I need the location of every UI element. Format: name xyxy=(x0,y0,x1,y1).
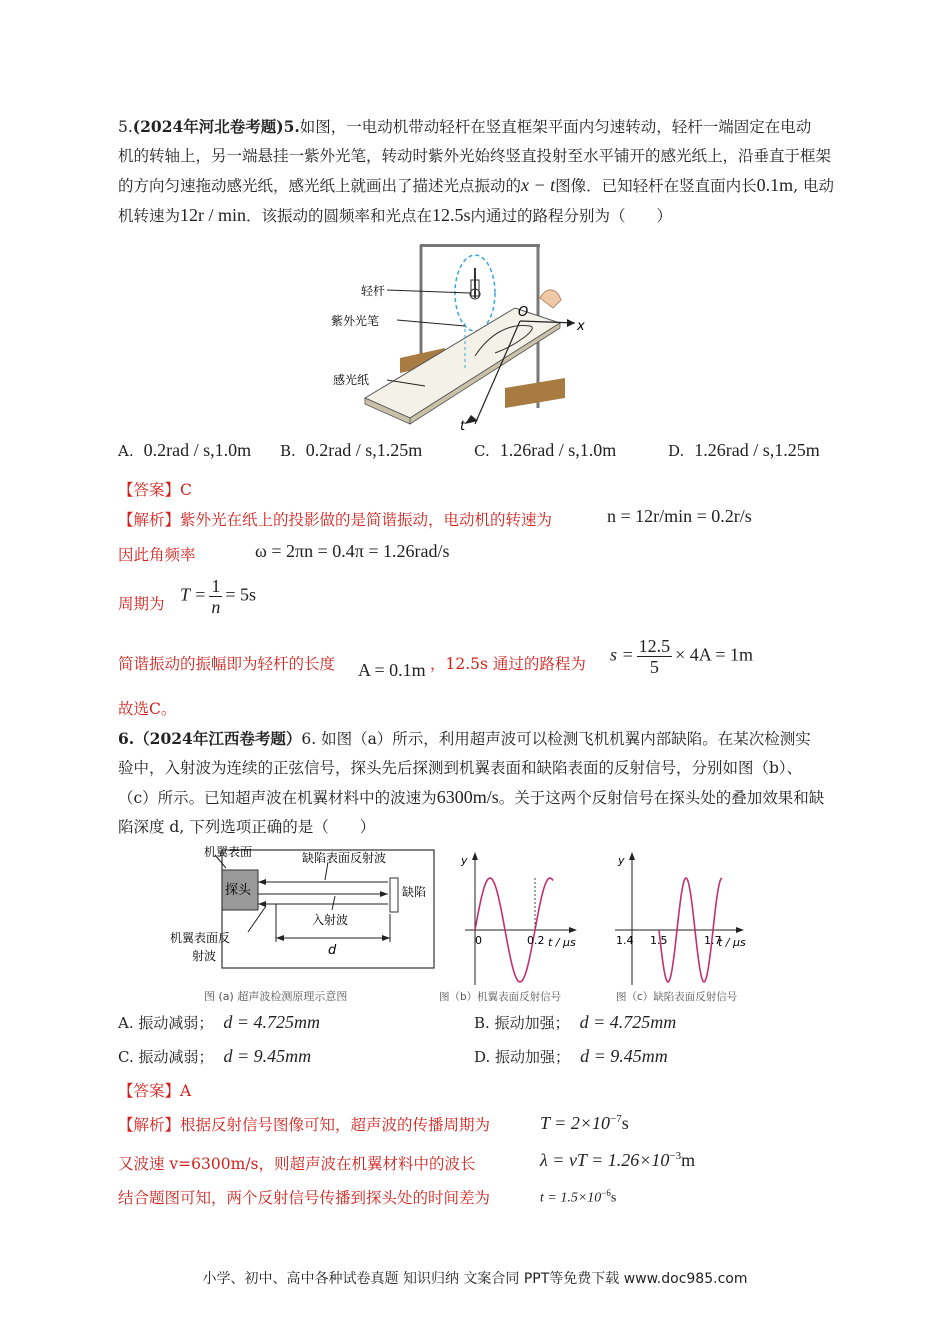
q5-fig-o-label: O xyxy=(518,305,529,320)
q6-stem xyxy=(118,724,858,842)
q6-eq-period-unit: s xyxy=(621,1113,629,1133)
q5-option-d-key: D. xyxy=(668,442,685,460)
q6-figure-c xyxy=(610,850,760,1005)
q5-eq-period xyxy=(180,576,256,617)
q5-answer-label: 【答案】 xyxy=(118,481,181,499)
q6-eq-wavelength xyxy=(540,1150,695,1171)
q5-eq-period-den: n xyxy=(211,597,221,617)
q5-line4a: 机转速为 xyxy=(118,207,181,225)
q6-answer-label: 【答案】 xyxy=(118,1082,181,1100)
q6-option-c-value: d = 9.45mm xyxy=(223,1046,312,1066)
q6-line3a: （c）所示。已知超声波在机翼材料中的波速为 xyxy=(118,789,437,807)
q5-analysis-4: 简谐振动的振幅即为轻杆的长度 xyxy=(118,655,336,673)
q5-fig-paper-label: 感光纸 xyxy=(333,373,370,387)
q5-stem-num: 5. xyxy=(283,117,300,136)
q5-fig-pen-label: 紫外光笔 xyxy=(331,314,380,328)
q6-eq-time-base: t = 1.5×10 xyxy=(540,1190,602,1206)
q6-eq-wavelength-exp: −3 xyxy=(669,1150,682,1162)
q6-fig-a-wing-surface: 机翼表面 xyxy=(204,845,253,859)
q6-fig-b-y: y xyxy=(461,854,468,867)
q6-analysis1-text: 根据反射信号图像可知，超声波的传播周期为 xyxy=(180,1116,491,1134)
q6-fig-a-d: d xyxy=(328,943,337,958)
q5-eq-omega: ω = 2πn = 0.4π = 1.26rad/s xyxy=(255,541,450,561)
q5-answer-value: C xyxy=(180,481,192,499)
q6-option-b-text: 振动加强； xyxy=(494,1014,570,1032)
q6-option-b-key: B. xyxy=(474,1014,490,1032)
q6-fig-a-incident: 入射波 xyxy=(312,913,349,927)
q5-eq-amplitude: A = 0.1m xyxy=(358,660,426,680)
q6-eq-period xyxy=(540,1113,629,1134)
q6-analysis-2: 又波速 v=6300m/s，则超声波在机翼材料中的波长 xyxy=(118,1155,476,1173)
q6-option-a-text: 振动减弱； xyxy=(138,1014,214,1032)
q5-eq-distance-den: 5 xyxy=(649,657,659,677)
q6-option-d-value: d = 9.45mm xyxy=(580,1046,668,1066)
q6-fig-a-caption: 图 (a) 超声波检测原理示意图 xyxy=(204,990,348,1003)
q6-option-c-key: C. xyxy=(118,1048,134,1066)
q6-option-d-text: 振动加强； xyxy=(495,1048,571,1066)
q6-fig-c-t2: 1.5 xyxy=(650,934,668,947)
q5-eq-distance xyxy=(610,636,753,677)
q5-option-c[interactable] xyxy=(474,440,616,461)
q6-eq-wavelength-base: λ = vT = 1.26×10 xyxy=(540,1150,670,1170)
q6-fig-c-t3: 1.7 xyxy=(704,934,722,947)
q5-analysis-2: 因此角频率 xyxy=(118,546,196,564)
q6-option-a[interactable] xyxy=(118,1012,320,1033)
q6-analysis-3: 结合题图可知，两个反射信号传播到探头处的时间差为 xyxy=(118,1189,491,1207)
q5-eq-period-num: 1 xyxy=(211,576,221,596)
q5-option-b[interactable] xyxy=(280,440,422,461)
q5-prefix: 5. xyxy=(118,118,133,136)
q6-source: 6.（2024年江西卷考题） xyxy=(118,729,302,748)
q6-fig-b-zero: 0 xyxy=(475,934,482,947)
page-footer: 小学、初中、高中各种试卷真题 知识归纳 文案合同 PPT等免费下载 www.doc985.com xyxy=(202,1271,748,1287)
q5-eq-n: n = 12r/min = 0.2r/s xyxy=(607,506,752,526)
q6-figure-b xyxy=(435,850,595,1005)
q5-source: (2024年河北卷考题) xyxy=(132,117,284,136)
q6-eq-period-base: T = 2×10 xyxy=(540,1113,610,1133)
q6-fig-a-wing-reflect-1: 机翼表面反 xyxy=(170,931,231,945)
q5-option-d-value: 1.26rad / s,1.25m xyxy=(694,440,820,460)
q5-option-b-key: B. xyxy=(280,442,296,460)
q6-fig-a-defect-reflect: 缺陷表面反射波 xyxy=(302,851,387,865)
q6-option-d-key: D. xyxy=(474,1048,491,1066)
q5-line2: 机的转轴上，另一端悬挂一紫外光笔，转动时紫外光始终竖直投射至水平铺开的感光纸上，沿垂直于框架 xyxy=(118,147,832,165)
q5-eq-distance-num: 12.5 xyxy=(638,636,671,656)
q6-eq-period-exp: −7 xyxy=(609,1113,622,1125)
q5-figure xyxy=(325,238,595,433)
q6-fig-b-tick: 0.2 xyxy=(527,934,545,947)
q6-option-d[interactable] xyxy=(474,1046,668,1067)
q5-eq-period-left: T = xyxy=(180,584,207,605)
q5-fig-x-label: x xyxy=(577,319,585,334)
q5-line4c: 内通过的路程分别为（ ） xyxy=(470,207,673,225)
q5-option-a[interactable] xyxy=(118,440,251,461)
q6-eq-wavelength-unit: m xyxy=(681,1150,696,1170)
q6-line4: 陷深度 d, 下列选项正确的是（ ） xyxy=(118,818,376,836)
q5-line4b: ．该振动的圆频率和光点在 xyxy=(246,207,433,225)
q5-line3a: 的方向匀速拖动感光纸，感光纸上就画出了描述光点振动的 xyxy=(118,177,522,195)
q6-fig-c-y: y xyxy=(618,854,625,867)
q5-option-a-value: 0.2rad / s,1.0m xyxy=(143,440,252,460)
q6-eq-time xyxy=(540,1188,616,1207)
q6-option-c[interactable] xyxy=(118,1046,311,1067)
q6-eq-time-unit: s xyxy=(610,1190,617,1206)
q5-analysis-4b: ，12.5s 通过的路程为 xyxy=(430,655,586,673)
q6-option-b[interactable] xyxy=(474,1012,676,1033)
q6-line3b: 。关于这两个反射信号在探头处的叠加效果和缺 xyxy=(498,789,825,807)
q5-option-c-value: 1.26rad / s,1.0m xyxy=(499,440,617,460)
q5-time: 12.5s xyxy=(432,205,471,225)
q5-eq-distance-right: × 4A = 1m xyxy=(675,644,753,665)
q5-option-d[interactable] xyxy=(668,440,820,461)
q5-stem xyxy=(118,112,858,231)
q5-option-b-value: 0.2rad / s,1.25m xyxy=(305,440,423,460)
q6-fig-b-t-unit: t / μs xyxy=(548,936,576,949)
q5-analysis1-text: 紫外光在纸上的投影做的是简谐振动，电动机的转速为 xyxy=(180,511,553,529)
q6-answer-value: A xyxy=(180,1082,192,1100)
q5-length: 0.1m xyxy=(756,175,794,195)
q6-option-c-text: 振动减弱； xyxy=(138,1048,214,1066)
q6-option-a-value: d = 4.725mm xyxy=(223,1012,321,1032)
q5-line3b: 图像．已知轻杆在竖直面内长 xyxy=(555,177,757,195)
q5-eq-period-right: = 5s xyxy=(225,584,256,605)
q5-eq-distance-left: s = xyxy=(610,644,634,665)
q5-analysis-label: 【解析】 xyxy=(118,511,181,529)
q6-stem-num: 6. xyxy=(301,730,317,748)
q6-fig-c-t1: 1.4 xyxy=(616,934,634,947)
q5-analysis-3: 周期为 xyxy=(118,595,165,613)
q6-fig-a-defect: 缺陷 xyxy=(402,885,427,899)
q6-answer xyxy=(118,1079,191,1101)
q5-fig-t-label: t xyxy=(460,419,466,433)
q6-fig-c-caption: 图（c）缺陷表面反射信号 xyxy=(616,991,738,1003)
q6-analysis-1 xyxy=(118,1113,490,1135)
q5-speed: 12r / min xyxy=(180,205,247,225)
q6-line2: 验中，入射波为连续的正弦信号，探头先后探测到机翼表面和缺陷表面的反射信号，分别如图（b）、 xyxy=(118,759,803,777)
q6-fig-a-wing-reflect-2: 射波 xyxy=(192,949,217,963)
q6-fig-b-caption: 图（b）机翼表面反射信号 xyxy=(439,991,562,1003)
q6-analysis-label: 【解析】 xyxy=(118,1116,181,1134)
q5-xt: x − t xyxy=(521,175,556,195)
q6-fig-c-t-unit: t / μs xyxy=(718,936,746,949)
q6-option-a-key: A. xyxy=(118,1014,134,1032)
q5-line1: 如图，一电动机带动轻杆在竖直框架平面内匀速转动，轻杆一端固定在电动 xyxy=(299,118,812,136)
q5-option-c-key: C. xyxy=(474,442,490,460)
q6-option-b-value: d = 4.725mm xyxy=(579,1012,677,1032)
q6-eq-time-exp: −6 xyxy=(601,1188,611,1198)
q5-option-a-key: A. xyxy=(118,442,134,460)
q6-fig-a-probe: 探头 xyxy=(225,883,252,898)
q5-line3c: , 电动 xyxy=(793,177,835,195)
q5-fig-rod-label: 轻杆 xyxy=(361,284,386,298)
q6-figure-a xyxy=(170,842,440,1007)
q5-analysis-1 xyxy=(118,508,552,530)
q5-conclusion: 故选C。 xyxy=(118,700,177,718)
q6-line1: 如图（a）所示，利用超声波可以检测飞机机翼内部缺陷。在某次检测实 xyxy=(321,730,811,748)
q5-answer xyxy=(118,478,192,500)
q6-speed: 6300m/s xyxy=(436,787,499,807)
